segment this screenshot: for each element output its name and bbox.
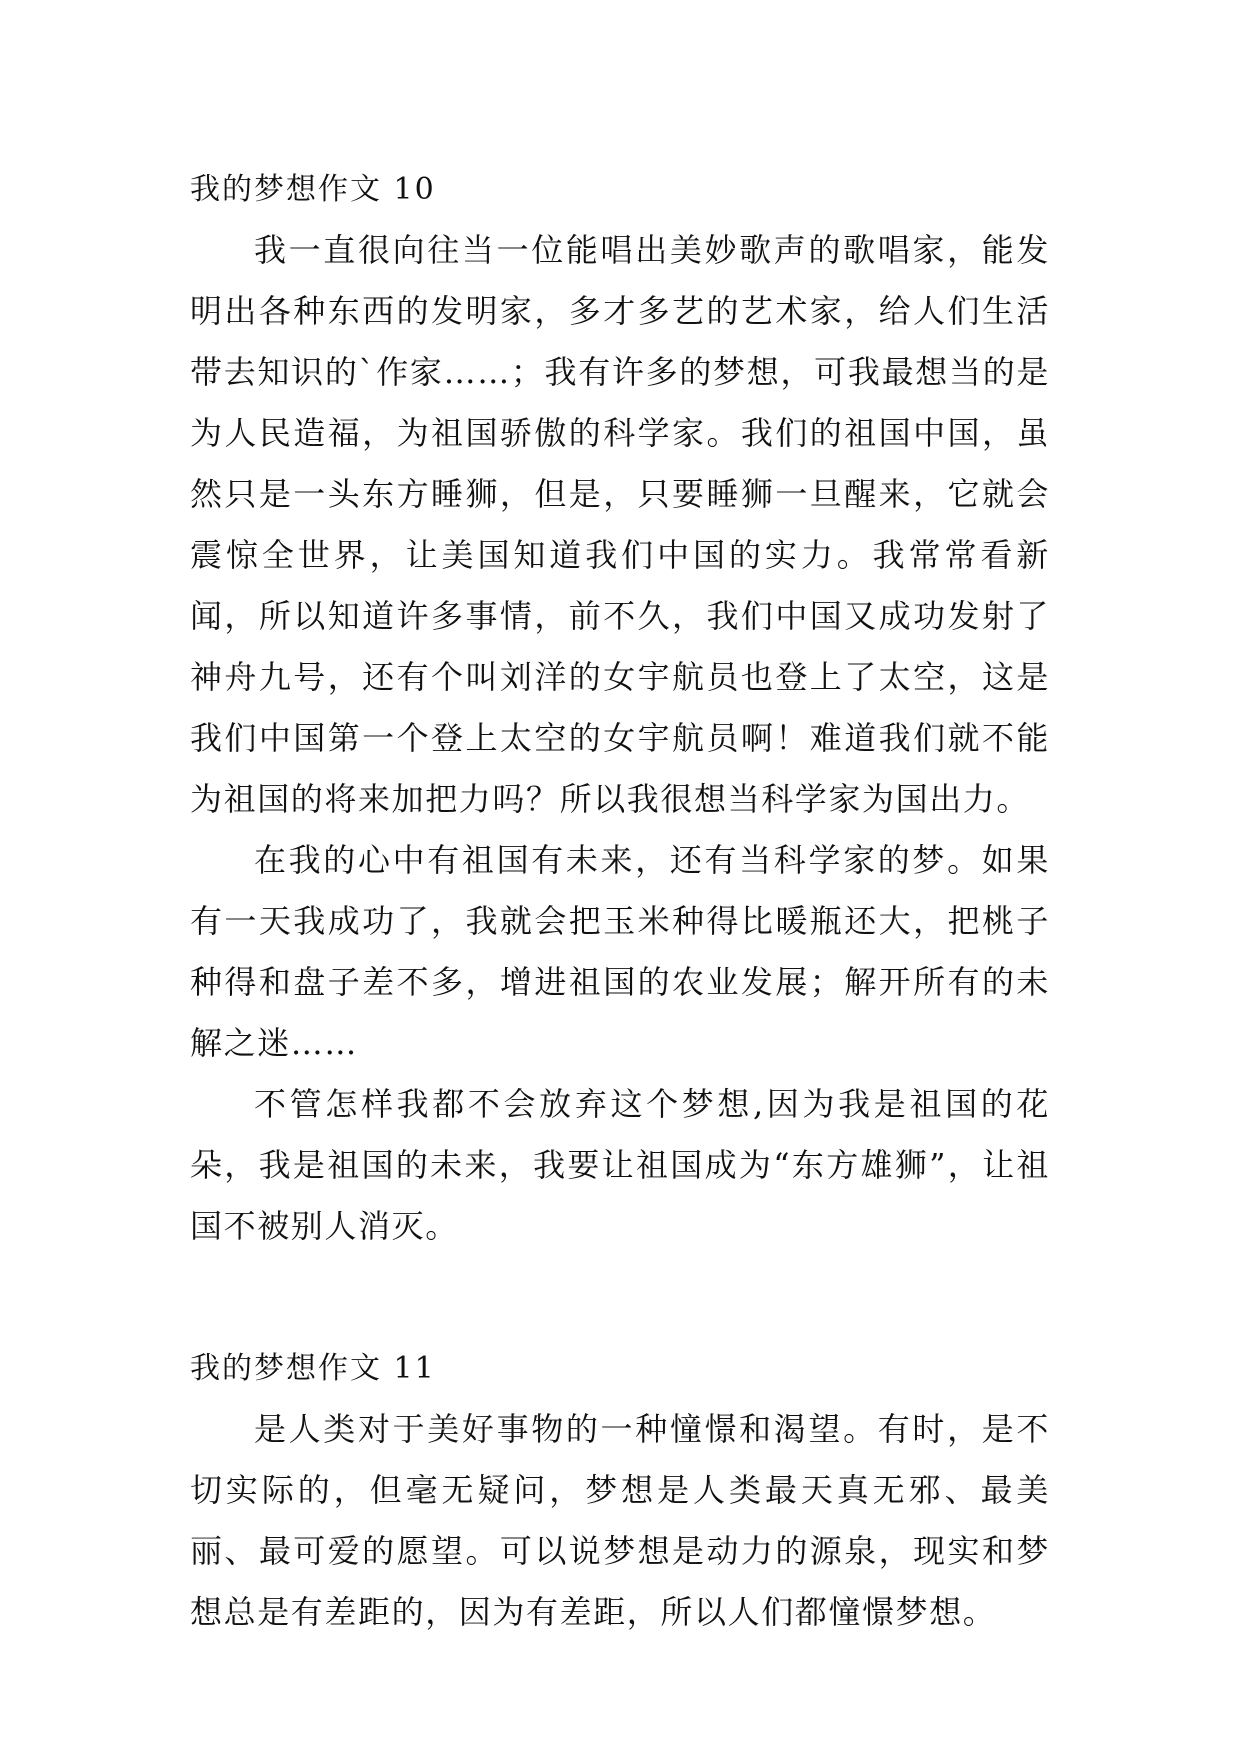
paragraph: 不管怎样我都不会放弃这个梦想,因为我是祖国的花朵，我是祖国的未来，我要让祖国成为“东方雄狮”，让祖国不被别人消灭。 — [190, 1085, 1050, 1245]
section-title: 我的梦想作文 11 — [190, 1351, 436, 1386]
paragraph: 我一直很向往当一位能唱出美妙歌声的歌唱家，能发明出各种东西的发明家，多才多艺的艺术家，给人们生活带去知识的`作家……；我有许多的梦想，可我最想当的是为人民造福，为祖国骄傲的科学家。我们的祖国中国，虽然只是一头东方睡狮，但是，只要睡狮一旦醒来，它就会震惊全世界，让美国知道我们中国的实力。我常常看新闻，所以知道许多事情，前不久，我们中国又成功发射了神舟九号，还有个叫刘洋的女宇航员也登上了太空，这是我们中国第一个登上太空的女宇航员啊！难道我们就不能为祖国的将来加把力吗？所以我很想当科学家为国出力。 — [190, 231, 1050, 818]
essay-section-11 — [190, 1339, 1050, 1643]
document-page — [190, 160, 1050, 1643]
essay-section-10 — [190, 160, 1050, 1257]
section-title: 我的梦想作文 10 — [190, 172, 436, 207]
paragraph: 是人类对于美好事物的一种憧憬和渴望。有时，是不切实际的，但毫无疑问，梦想是人类最天真无邪、最美丽、最可爱的愿望。可以说梦想是动力的源泉，现实和梦想总是有差距的，因为有差距，所以人们都憧憬梦想。 — [190, 1410, 1050, 1631]
section-spacer — [190, 1257, 1050, 1339]
paragraph: 在我的心中有祖国有未来，还有当科学家的梦。如果有一天我成功了，我就会把玉米种得比暖瓶还大，把桃子种得和盘子差不多，增进祖国的农业发展；解开所有的未解之迷…… — [190, 841, 1050, 1062]
